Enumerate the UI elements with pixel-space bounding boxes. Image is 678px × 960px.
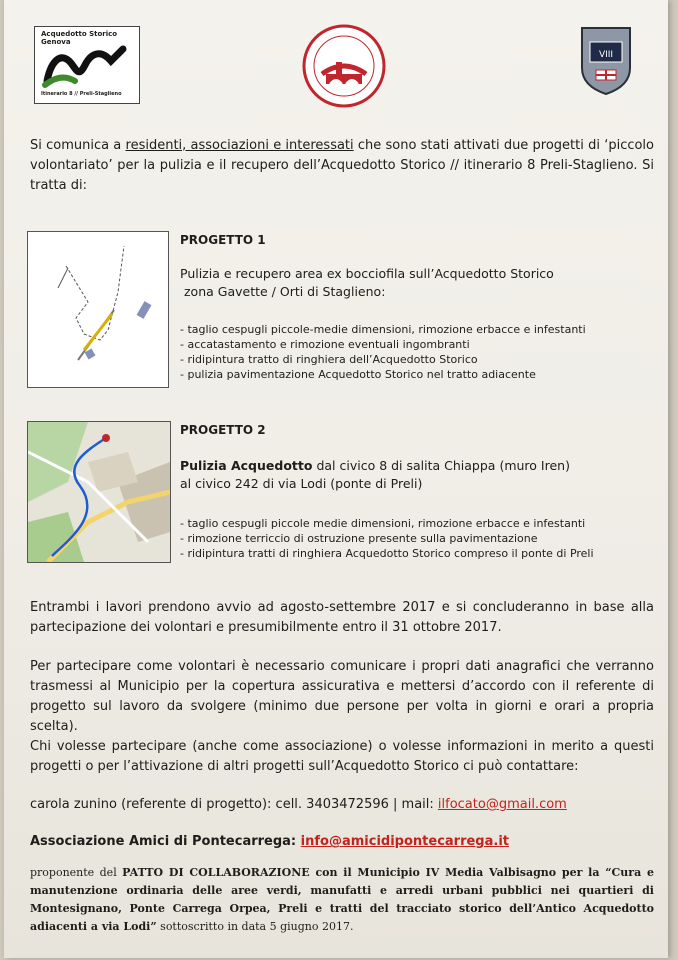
footer-part1: proponente del (30, 866, 123, 879)
amici-pontecarrega-logo (300, 22, 388, 114)
contact-intro-paragraph: Chi volesse partecipare (anche come associazione) o volesse informazioni in merito a questi progetti o per l’attivazione di altri progetti sull’Acquedotto Storico ci può contattare: (30, 739, 654, 774)
footer-part3: sottoscritto in data 5 giugno 2017. (156, 920, 354, 933)
list-item: - pulizia pavimentazione Acquedotto Storico nel tratto adiacente (180, 368, 536, 381)
project2-title: PROGETTO 2 (180, 423, 266, 437)
list-item: - ridipintura tratti di ringhiera Acquedotto Storico compreso il ponte di Preli (180, 547, 594, 560)
footer-part2: con il Municipio IV Media Valbisagno per la “Cura e manutenzione ordinaria delle aree verdi, manufatti e arredi urbani pubblici nei quartieri di Montesignano, Ponte Carrega Orpea, Preli e tratti del tracciato storico dell’Antico Acquedotto adiacenti a via Lodi” (30, 866, 655, 933)
project1-map (27, 231, 169, 388)
schedule-paragraph: Entrambi i lavori prendono avvio ad agosto-settembre 2017 e si concluderanno in base alla partecipazione dei volontari e presumibilmente entro il 31 ottobre 2017. (30, 600, 654, 635)
list-item: - ridipintura tratto di ringhiera dell’Acquedotto Storico (180, 353, 478, 366)
list-item: - rimozione terriccio di ostruzione presente sulla pavimentazione (180, 532, 538, 545)
project1-desc-line1: Pulizia e recupero area ex bocciofila sull’Acquedotto Storico (180, 266, 554, 281)
logo-wave-icon (41, 41, 133, 89)
flyer-page (4, 0, 668, 958)
intro-part2: che sono stati attivati due progetti di ‘piccolo volontariato’ per la pulizia e il recupero dell’Acquedotto Storico // itinerario 8 Preli-Staglieno. Si tratta di: (30, 138, 655, 193)
project1-title: PROGETTO 1 (180, 233, 266, 247)
contact2-email-link[interactable]: info@amicidipontecarrega.it (300, 834, 509, 849)
project2-desc-line1 (180, 457, 570, 475)
list-item: - taglio cespugli piccole medie dimensioni, rimozione erbacce e infestanti (180, 517, 586, 530)
project2-bullets (180, 516, 594, 561)
municipio-viii-shield (578, 24, 634, 100)
project2-desc-rest: dal civico 8 di salita Chiappa (muro Iren) (312, 458, 570, 473)
shield-label: VIII (598, 50, 614, 60)
contact2-text: Associazione Amici di Pontecarrega: (30, 834, 301, 849)
list-item: - taglio cespugli piccole-medie dimensioni, rimozione erbacce e infestanti (180, 323, 586, 336)
intro-underlined: residenti, associazioni e interessati (125, 138, 354, 153)
contact1-email-link[interactable]: ilfocato@gmail.com (437, 797, 567, 812)
contact1-line (30, 795, 654, 815)
logo-left-title: Acquedotto Storico Genova (41, 30, 118, 46)
project1-desc-line2: zona Gavette / Orti di Staglieno: (184, 284, 386, 299)
contact2-line (30, 832, 654, 852)
logo-left-subtitle: Itinerario 8 // Preli-Staglieno (41, 91, 122, 97)
volunteer-paragraph: Per partecipare come volontari è necessario comunicare i propri dati anagrafici che verranno trasmessi al Municipio per la copertura assicurativa e mettersi d’accordo con il referente di progetto sul lavoro da svolgere (minimo due persone per volta in giorni e orari a propria scelta). (30, 659, 654, 734)
project2-desc-line2: al civico 242 di via Lodi (ponte di Preli) (180, 476, 423, 491)
project2-map (27, 421, 171, 563)
project2-desc-bold: Pulizia Acquedotto (180, 458, 313, 473)
project2-desc (180, 457, 570, 493)
project1-desc (180, 265, 554, 301)
intro-paragraph (30, 136, 654, 196)
acquedotto-storico-logo (34, 26, 140, 104)
footer-bold: PATTO DI COLLABORAZIONE (122, 866, 310, 879)
intro-part1: Si comunica a (30, 138, 126, 153)
contact1-text: carola zunino (referente di progetto): cell. 3403472596 | mail: (30, 797, 438, 812)
footer-paragraph (30, 864, 654, 936)
list-item: - accatastamento e rimozione eventuali ingombranti (180, 338, 470, 351)
project1-bullets (180, 322, 586, 382)
